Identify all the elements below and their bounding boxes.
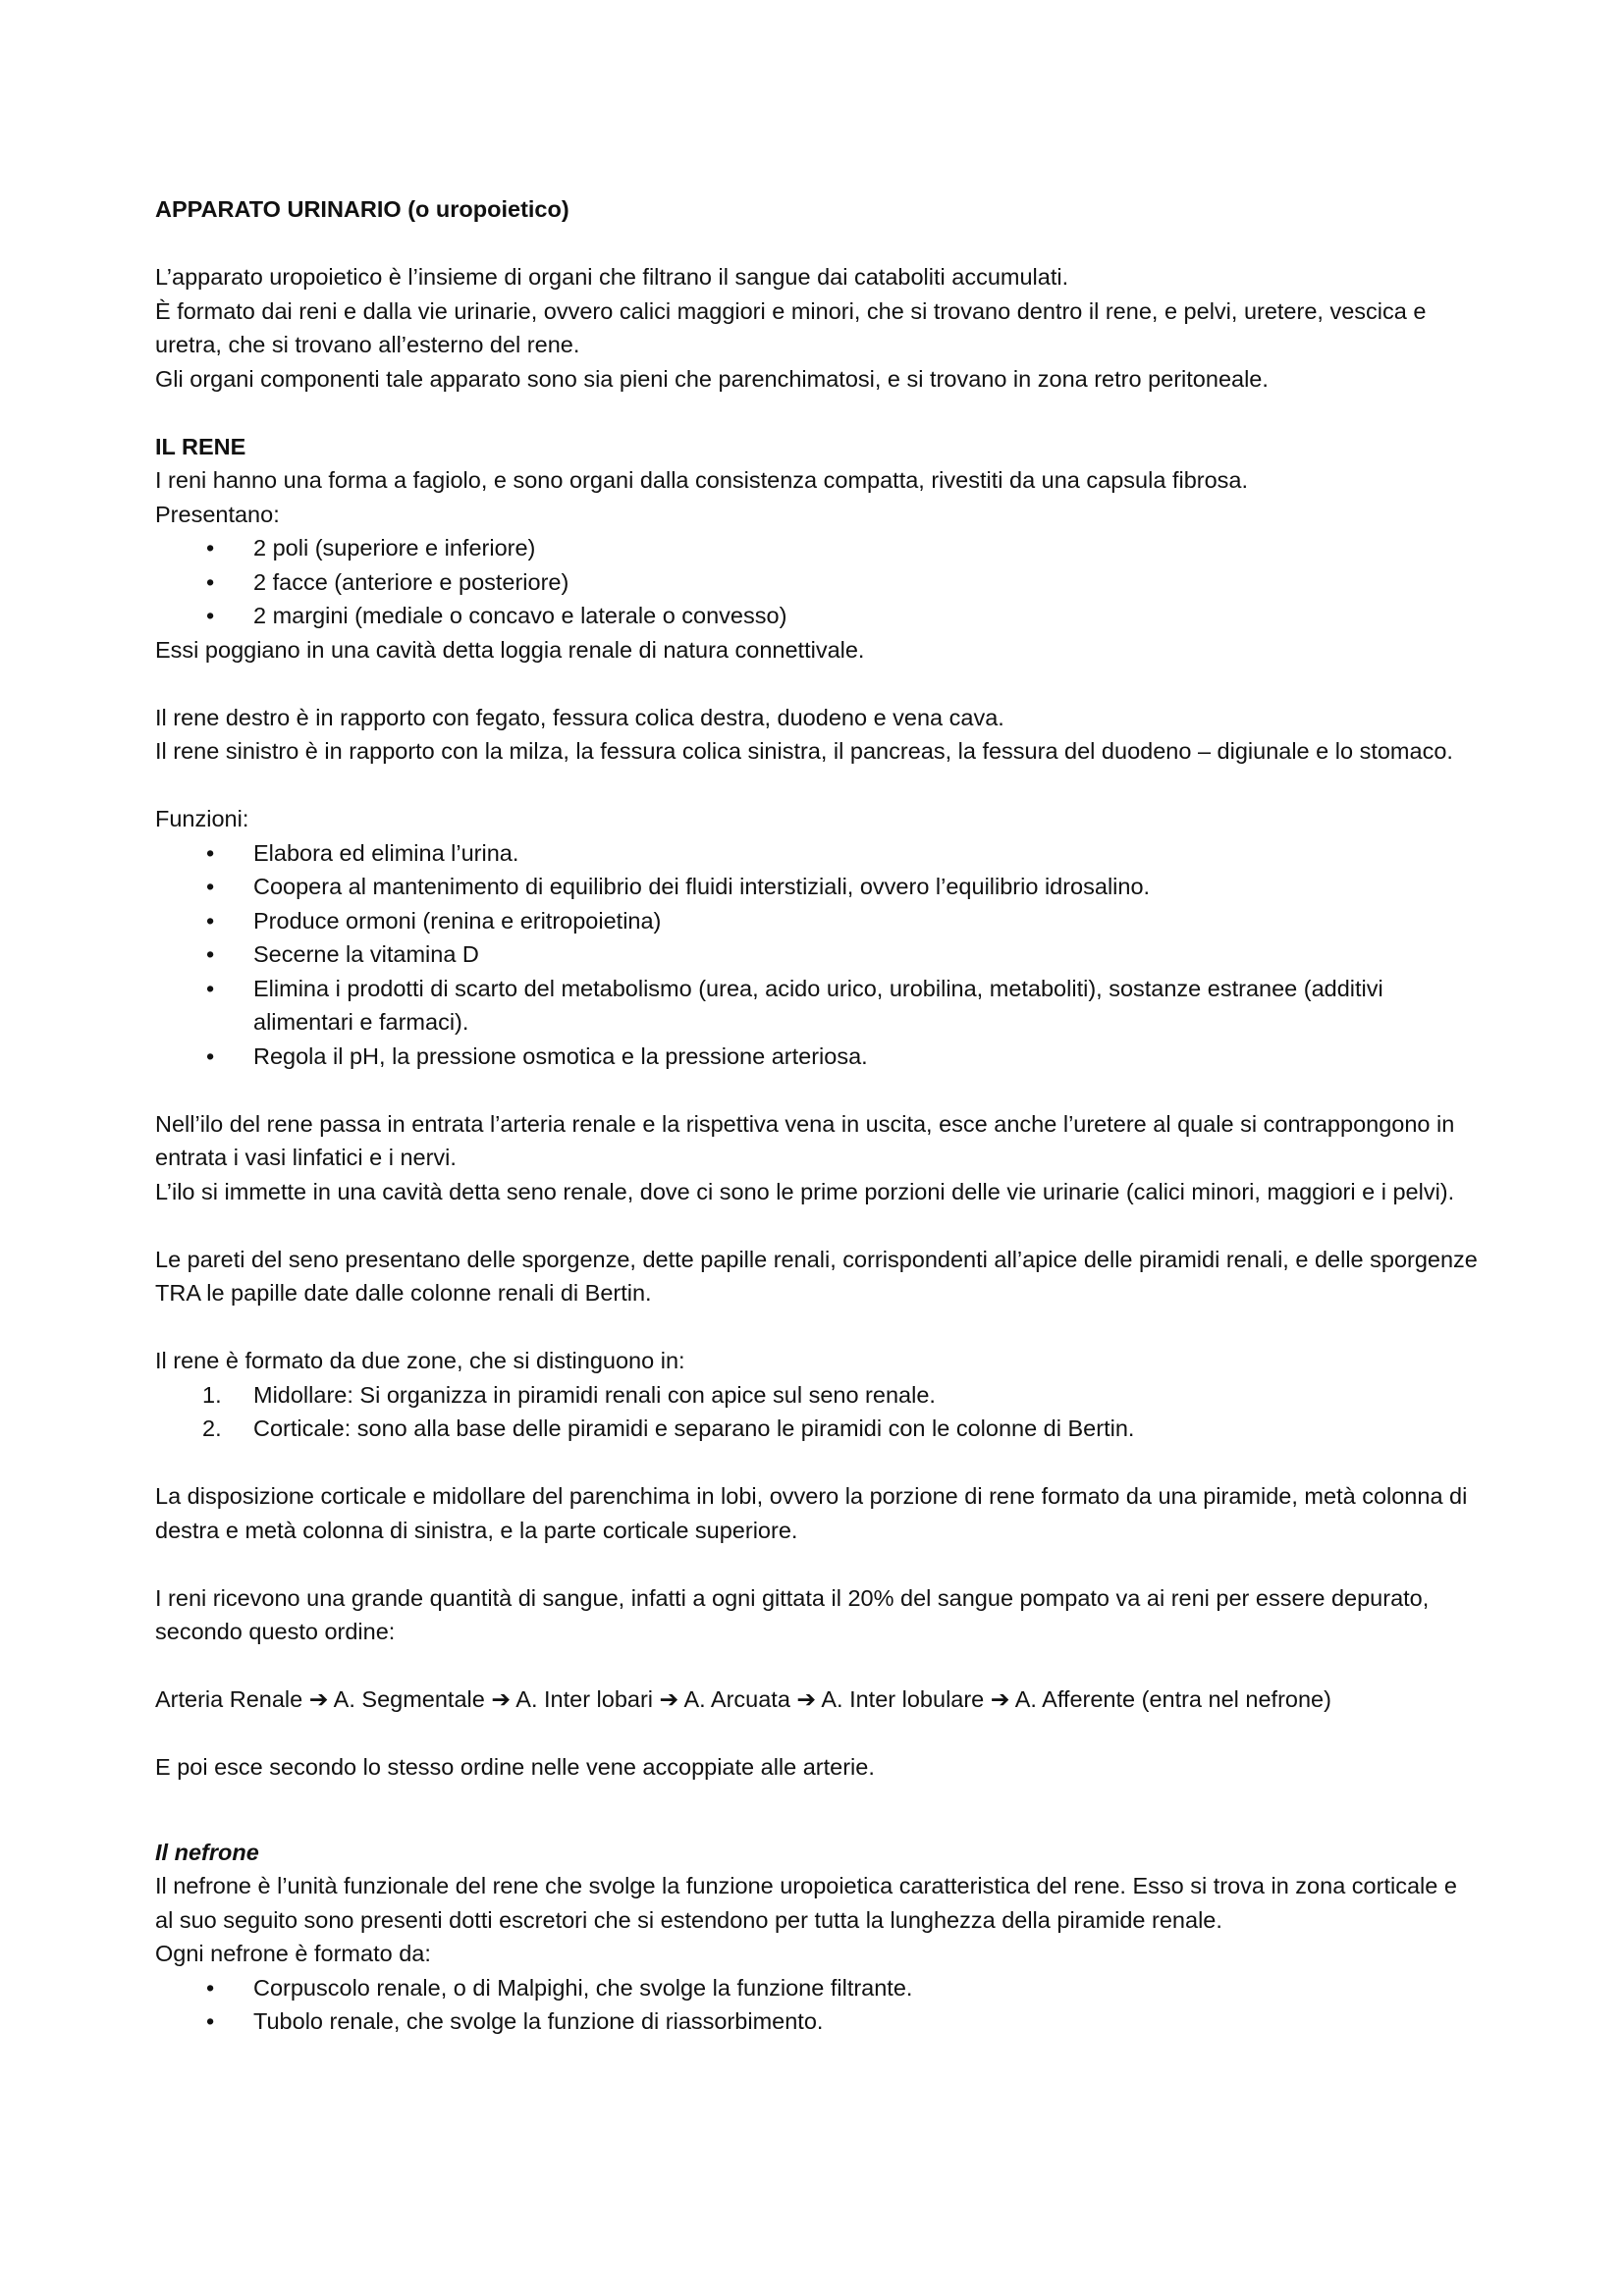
spacer — [155, 1649, 1481, 1683]
paragraph: Il rene sinistro è in rapporto con la milza, la fessura colica sinistra, il pancreas, la fessura del duodeno – digiunale e lo stomaco. — [155, 738, 1453, 764]
list-item: • Elabora ed elimina l’urina. — [155, 836, 1481, 871]
funzioni-label: Funzioni: — [155, 806, 249, 831]
arterial-order: Arteria Renale ➔ A. Segmentale ➔ A. Inter lobari ➔ A. Arcuata ➔ A. Inter lobulare ➔ A. Afferente (entra nel nefrone) — [155, 1686, 1331, 1712]
paragraph: Le pareti del seno presentano delle sporgenze, dette papille renali, corrispondenti all’apice delle piramidi renali, e delle sporgenze TRA le papille date dalle colonne renali di Bertin. — [155, 1246, 1478, 1306]
section-heading-nefrone: Il nefrone — [155, 1839, 259, 1865]
list-item-text: Midollare: Si organizza in piramidi renali con apice sul seno renale. — [253, 1381, 936, 1408]
list-number: 2. — [202, 1415, 222, 1441]
list-number: 1. — [202, 1381, 222, 1408]
list-item: • Coopera al mantenimento di equilibrio dei fluidi interstiziali, ovvero l’equilibrio idrosalino. — [155, 870, 1481, 904]
spacer — [155, 1208, 1481, 1243]
paragraph: Il rene è formato da due zone, che si distinguono in: — [155, 1348, 685, 1373]
paragraph: I reni hanno una forma a fagiolo, e sono organi dalla consistenza compatta, rivestiti da una capsula fibrosa. — [155, 467, 1249, 493]
list-item: • Elimina i prodotti di scarto del metabolismo (urea, acido urico, urobilina, metaboliti), sostanze estranee (additivi alimentari e farmaci). — [155, 972, 1481, 1040]
spacer — [155, 667, 1481, 701]
paragraph: La disposizione corticale e midollare del parenchima in lobi, ovvero la porzione di rene formato da una piramide, metà colonna di destra e metà colonna di sinistra, e la parte corticale superiore. — [155, 1483, 1468, 1543]
section-heading-rene: IL RENE — [155, 433, 246, 459]
paragraph: Essi poggiano in una cavità detta loggia renale di natura connettivale. — [155, 636, 865, 663]
paragraph: L’ilo si immette in una cavità detta seno renale, dove ci sono le prime porzioni delle vie urinarie (calici minori, maggiori e i pelvi). — [155, 1178, 1455, 1204]
paragraph: E poi esce secondo lo stesso ordine nelle vene accoppiate alle arterie. — [155, 1754, 875, 1780]
paragraph: Nell’ilo del rene passa in entrata l’arteria renale e la rispettiva vena in uscita, esce anche l’uretere al quale si contrappongono in entrata i vasi linfatici e i nervi. — [155, 1110, 1455, 1170]
list-item — [155, 1378, 1481, 1413]
paragraph: Il nefrone è l’unità funzionale del rene che svolge la funzione uropoietica caratteristica del rene. Esso si trova in zona corticale e al suo seguito sono presenti dotti escretori che si estendono per tutta la lunghezza della piramide renale. — [155, 1873, 1457, 1933]
intro-paragraph: Gli organi componenti tale apparato sono sia pieni che parenchimatosi, e si trovano in zona retro peritoneale. — [155, 365, 1269, 392]
list-item: • Regola il pH, la pressione osmotica e la pressione arteriosa. — [155, 1040, 1481, 1074]
document-page — [155, 192, 1481, 2039]
spacer — [155, 1310, 1481, 1345]
intro-paragraph: L’apparato uropoietico è l’insieme di organi che filtrano il sangue dai cataboliti accumulati. — [155, 264, 1069, 290]
list-item: • Corpuscolo renale, o di Malpighi, che svolge la funzione filtrante. — [155, 1971, 1481, 2005]
spacer — [155, 1717, 1481, 1751]
list-item: • 2 margini (mediale o concavo e laterale o convesso) — [155, 599, 1481, 633]
list-item: • Secerne la vitamina D — [155, 937, 1481, 972]
spacer — [155, 1446, 1481, 1480]
paragraph: I reni ricevono una grande quantità di sangue, infatti a ogni gittata il 20% del sangue pompato va ai reni per essere depurato, secondo questo ordine: — [155, 1584, 1430, 1644]
list-item — [155, 1412, 1481, 1446]
spacer — [155, 227, 1481, 261]
list-item: • 2 facce (anteriore e posteriore) — [155, 565, 1481, 600]
funzioni-list — [155, 836, 1481, 1074]
zone-list — [155, 1378, 1481, 1446]
features-list — [155, 531, 1481, 633]
spacer — [155, 1785, 1481, 1836]
paragraph: Il rene destro è in rapporto con fegato, fessura colica destra, duodeno e vena cava. — [155, 704, 1004, 730]
list-item: • 2 poli (superiore e inferiore) — [155, 531, 1481, 565]
list-item: • Tubolo renale, che svolge la funzione di riassorbimento. — [155, 2004, 1481, 2039]
list-item-text: Corticale: sono alla base delle piramidi e separano le piramidi con le colonne di Bertin. — [253, 1415, 1135, 1441]
document-title: APPARATO URINARIO (o uropoietico) — [155, 196, 569, 222]
spacer — [155, 1547, 1481, 1581]
paragraph: Presentano: — [155, 501, 280, 527]
spacer — [155, 396, 1481, 430]
paragraph: Ogni nefrone è formato da: — [155, 1941, 431, 1966]
intro-paragraph: È formato dai reni e dalla vie urinarie, ovvero calici maggiori e minori, che si trovano dentro il rene, e pelvi, uretere, vescica e uretra, che si trovano all’esterno del rene. — [155, 297, 1427, 357]
nefrone-list — [155, 1971, 1481, 2039]
spacer — [155, 769, 1481, 803]
list-item: • Produce ormoni (renina e eritropoietina) — [155, 904, 1481, 938]
spacer — [155, 1073, 1481, 1107]
